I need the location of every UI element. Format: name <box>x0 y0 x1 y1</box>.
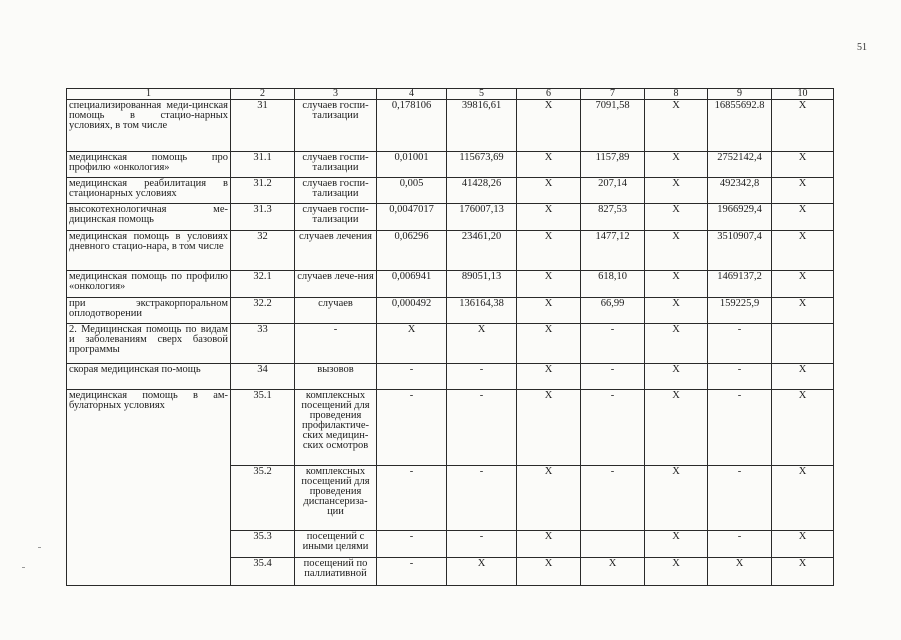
row-name: высокотехнологичная ме-дицинская помощь <box>67 204 231 231</box>
row-number: 31.1 <box>231 152 295 178</box>
cell-col4: - <box>377 364 447 390</box>
cell-col8: Х <box>645 152 708 178</box>
cell-col8: Х <box>645 298 708 324</box>
row-name: 2. Медицинская помощь по видам и заболеваниям сверх базовой программы <box>67 324 231 364</box>
header-row <box>67 89 834 100</box>
cell-col4: 0,0047017 <box>377 204 447 231</box>
cell-col5: Х <box>447 324 517 364</box>
row-unit: посещений с иными целями <box>295 531 377 558</box>
cell-col8: Х <box>645 531 708 558</box>
row-number: 35.4 <box>231 558 295 586</box>
table-row <box>67 152 834 178</box>
row-number: 35.1 <box>231 390 295 466</box>
row-name: специализированная меди-цинская помощь в стацио-нарных условиях, в том числе <box>67 100 231 152</box>
cell-col7: 7091,58 <box>581 100 645 152</box>
cell-col8: Х <box>645 271 708 298</box>
row-unit: посещений по паллиативной <box>295 558 377 586</box>
cell-col5: - <box>447 466 517 531</box>
cell-col8: Х <box>645 324 708 364</box>
header-cell: 7 <box>581 89 645 100</box>
cell-col10: Х <box>772 364 834 390</box>
header-cell: 1 <box>67 89 231 100</box>
cell-col4: 0,000492 <box>377 298 447 324</box>
cell-col6: Х <box>517 271 581 298</box>
row-number: 35.3 <box>231 531 295 558</box>
table-row <box>67 178 834 204</box>
table-row <box>67 231 834 271</box>
cell-col10: Х <box>772 271 834 298</box>
cell-col6: Х <box>517 558 581 586</box>
cell-col7: 1157,89 <box>581 152 645 178</box>
cell-col9: 492342,8 <box>708 178 772 204</box>
cell-col8: Х <box>645 390 708 466</box>
cell-col8: Х <box>645 558 708 586</box>
row-name: медицинская помощь по профилю «онкология» <box>67 271 231 298</box>
row-name: при экстракорпоральном оплодотворении <box>67 298 231 324</box>
cell-col7: 618,10 <box>581 271 645 298</box>
cell-col8: Х <box>645 204 708 231</box>
cell-col8: Х <box>645 100 708 152</box>
row-unit: случаев госпи-тализации <box>295 152 377 178</box>
cell-col10: Х <box>772 204 834 231</box>
cell-col7: 827,53 <box>581 204 645 231</box>
row-unit: комплексных посещений для проведения профилактиче-ских медицин-ских осмотров <box>295 390 377 466</box>
cell-col7: - <box>581 390 645 466</box>
cell-col9: 159225,9 <box>708 298 772 324</box>
cell-col9: Х <box>708 558 772 586</box>
cell-col4: - <box>377 466 447 531</box>
cell-col8: Х <box>645 231 708 271</box>
header-cell: 10 <box>772 89 834 100</box>
header-cell: 3 <box>295 89 377 100</box>
cell-col10: Х <box>772 558 834 586</box>
cell-col10: Х <box>772 231 834 271</box>
cell-col10 <box>772 324 834 364</box>
row-unit: случаев лечения <box>295 231 377 271</box>
cell-col10: Х <box>772 178 834 204</box>
cell-col7: 207,14 <box>581 178 645 204</box>
cell-col5: 136164,38 <box>447 298 517 324</box>
cell-col6: Х <box>517 298 581 324</box>
cell-col6: Х <box>517 364 581 390</box>
cell-col4: 0,178106 <box>377 100 447 152</box>
cell-col6: Х <box>517 390 581 466</box>
cell-col5: 39816,61 <box>447 100 517 152</box>
row-number: 31 <box>231 100 295 152</box>
cell-col9: - <box>708 364 772 390</box>
table-row <box>67 298 834 324</box>
row-name: медицинская помощь в ам-булаторных условиях <box>67 390 231 586</box>
cell-col6: Х <box>517 466 581 531</box>
cell-col7: Х <box>581 558 645 586</box>
header-cell: 4 <box>377 89 447 100</box>
table-row <box>67 271 834 298</box>
cell-col8: Х <box>645 466 708 531</box>
cell-col10: Х <box>772 298 834 324</box>
cell-col10: Х <box>772 100 834 152</box>
cell-col9: 16855692.8 <box>708 100 772 152</box>
cell-col10: Х <box>772 531 834 558</box>
cell-col5: Х <box>447 558 517 586</box>
cell-col6: Х <box>517 100 581 152</box>
header-cell: 5 <box>447 89 517 100</box>
cell-col9: - <box>708 531 772 558</box>
cell-col5: 176007,13 <box>447 204 517 231</box>
cell-col5: - <box>447 364 517 390</box>
row-number: 32.2 <box>231 298 295 324</box>
cell-col10: Х <box>772 466 834 531</box>
cell-col7: - <box>581 466 645 531</box>
cell-col9: - <box>708 324 772 364</box>
table-row <box>67 390 834 466</box>
row-unit: комплексных посещений для проведения диспансериза-ции <box>295 466 377 531</box>
cell-col5: 115673,69 <box>447 152 517 178</box>
row-number: 32.1 <box>231 271 295 298</box>
row-number: 33 <box>231 324 295 364</box>
cell-col7: 66,99 <box>581 298 645 324</box>
row-unit: случаев лече-ния <box>295 271 377 298</box>
cell-col8: Х <box>645 364 708 390</box>
cell-col6: Х <box>517 324 581 364</box>
cell-col10: Х <box>772 390 834 466</box>
row-number: 32 <box>231 231 295 271</box>
cell-col4: 0,01001 <box>377 152 447 178</box>
header-cell: 2 <box>231 89 295 100</box>
scan-mark <box>22 567 25 568</box>
cell-col4: 0,005 <box>377 178 447 204</box>
cell-col5: - <box>447 390 517 466</box>
cell-col9: - <box>708 390 772 466</box>
table-row <box>67 324 834 364</box>
row-unit: случаев <box>295 298 377 324</box>
cell-col4: Х <box>377 324 447 364</box>
table-row <box>67 100 834 152</box>
row-number: 35.2 <box>231 466 295 531</box>
cell-col4: - <box>377 531 447 558</box>
cell-col10: Х <box>772 152 834 178</box>
page-number: 51 <box>857 42 867 53</box>
cell-col4: - <box>377 390 447 466</box>
cell-col9: 1469137,2 <box>708 271 772 298</box>
row-name: медицинская реабилитация в стационарных условиях <box>67 178 231 204</box>
row-name: медицинская помощь про профилю «онкология» <box>67 152 231 178</box>
row-number: 31.3 <box>231 204 295 231</box>
row-number: 34 <box>231 364 295 390</box>
row-number: 31.2 <box>231 178 295 204</box>
cell-col6: Х <box>517 178 581 204</box>
cell-col7: - <box>581 324 645 364</box>
table-row <box>67 364 834 390</box>
table-row <box>67 204 834 231</box>
cell-col5: 23461,20 <box>447 231 517 271</box>
cell-col8: Х <box>645 178 708 204</box>
cell-col9: 2752142,4 <box>708 152 772 178</box>
row-name: медицинская помощь в условиях дневного стацио-нара, в том числе <box>67 231 231 271</box>
cell-col4: - <box>377 558 447 586</box>
cell-col7: 1477,12 <box>581 231 645 271</box>
cell-col4: 0,006941 <box>377 271 447 298</box>
cell-col5: - <box>447 531 517 558</box>
row-unit: - <box>295 324 377 364</box>
data-table <box>66 88 834 586</box>
row-unit: случаев госпи-тализации <box>295 100 377 152</box>
cell-col7: - <box>581 364 645 390</box>
cell-col9: 1966929,4 <box>708 204 772 231</box>
cell-col4: 0,06296 <box>377 231 447 271</box>
cell-col5: 41428,26 <box>447 178 517 204</box>
cell-col6: Х <box>517 152 581 178</box>
cell-col9: - <box>708 466 772 531</box>
cell-col5: 89051,13 <box>447 271 517 298</box>
row-name: скорая медицинская по-мощь <box>67 364 231 390</box>
scan-mark <box>38 547 41 548</box>
header-cell: 9 <box>708 89 772 100</box>
header-cell: 6 <box>517 89 581 100</box>
row-unit: случаев госпи-тализации <box>295 204 377 231</box>
header-cell: 8 <box>645 89 708 100</box>
cell-col7 <box>581 531 645 558</box>
cell-col6: Х <box>517 531 581 558</box>
row-unit: случаев госпи-тализации <box>295 178 377 204</box>
cell-col6: Х <box>517 204 581 231</box>
cell-col6: Х <box>517 231 581 271</box>
row-unit: вызовов <box>295 364 377 390</box>
cell-col9: 3510907,4 <box>708 231 772 271</box>
